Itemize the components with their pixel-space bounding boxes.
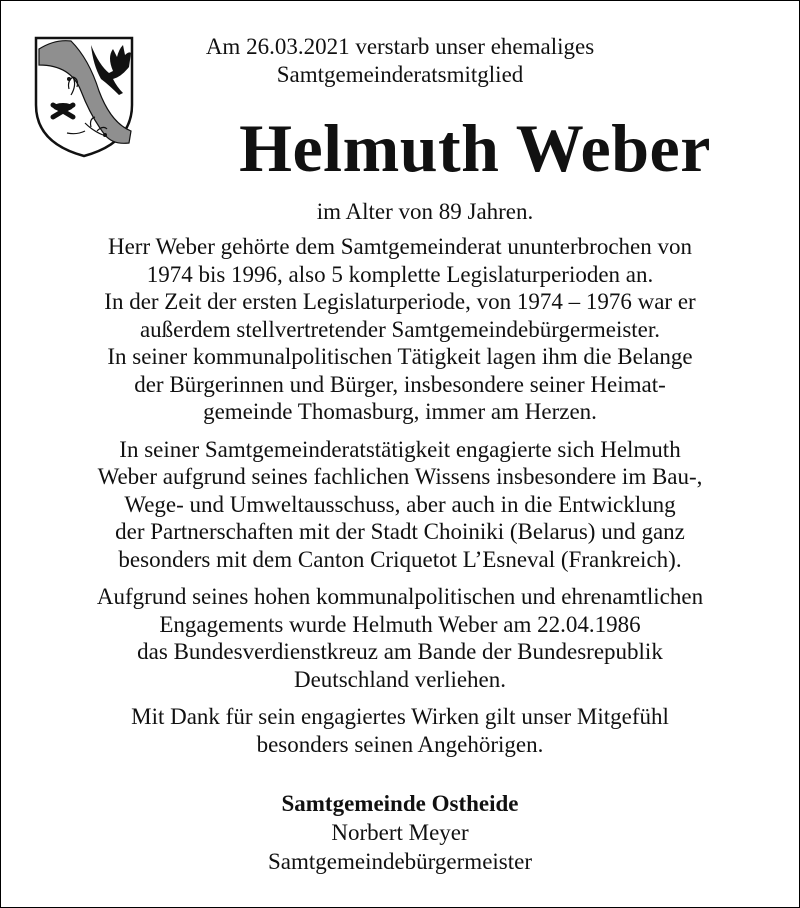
text-line: In der Zeit der ersten Legislaturperiode, von 1974 – 1976 war er (104, 289, 696, 314)
text-line: Herr Weber gehörte dem Samtgemeinderat ununterbrochen von (107, 234, 692, 259)
coat-of-arms-icon (33, 35, 135, 159)
intro-text (150, 33, 650, 89)
paragraph (0, 436, 800, 574)
text-line: In seiner Samtgemeinderatstätigkeit engagierte sich Helmuth (119, 436, 681, 462)
paragraph (0, 583, 800, 693)
text-line: der Partnerschaften mit der Stadt Choiniki (Belarus) und ganz (115, 519, 685, 544)
text-line: Wege- und Umweltausschuss, aber auch in die Entwicklung (124, 491, 676, 517)
paragraph (0, 233, 800, 426)
signature-title: Samtgemeindebürgermeister (268, 849, 532, 874)
text-line: besonders seinen Angehörigen. (256, 731, 544, 757)
obituary-body (0, 233, 800, 768)
text-line: gemeinde Thomasburg, immer am Herzen. (203, 399, 597, 424)
text-line: Mit Dank für sein engagiertes Wirken gilt unser Mitgefühl (131, 704, 669, 729)
text-line: Aufgrund seines hohen kommunalpolitischen und ehrenamtlichen (96, 584, 704, 609)
signature-block (0, 789, 800, 876)
intro-line: Am 26.03.2021 verstarb unser ehemaliges (205, 34, 595, 59)
text-line: Engagements wurde Helmuth Weber am 22.04.1986 (159, 611, 641, 637)
text-line: Weber aufgrund seines fachlichen Wissens insbesondere im Bau-, (97, 464, 703, 489)
text-line: der Bürgerinnen und Bürger, insbesondere seiner Heimat- (134, 371, 666, 397)
intro-line: Samtgemeinderatsmitglied (276, 62, 524, 87)
text-line: außerdem stellvertretender Samtgemeindebürgermeister. (139, 316, 661, 342)
signature-org: Samtgemeinde Ostheide (281, 791, 519, 816)
deceased-name: Helmuth Weber (239, 110, 711, 186)
age-text: im Alter von 89 Jahren. (316, 199, 534, 224)
text-line: 1974 bis 1996, also 5 komplette Legislaturperioden an. (146, 261, 654, 287)
text-line: besonders mit dem Canton Criquetot L’Esneval (Frankreich). (118, 546, 682, 572)
text-line: In seiner kommunalpolitischen Tätigkeit lagen ihm die Belange (107, 344, 693, 369)
signature-person: Norbert Meyer (331, 820, 469, 845)
text-line: Deutschland verliehen. (293, 666, 507, 692)
text-line: das Bundesverdienstkreuz am Bande der Bundesrepublik (137, 639, 663, 664)
paragraph (0, 703, 800, 758)
